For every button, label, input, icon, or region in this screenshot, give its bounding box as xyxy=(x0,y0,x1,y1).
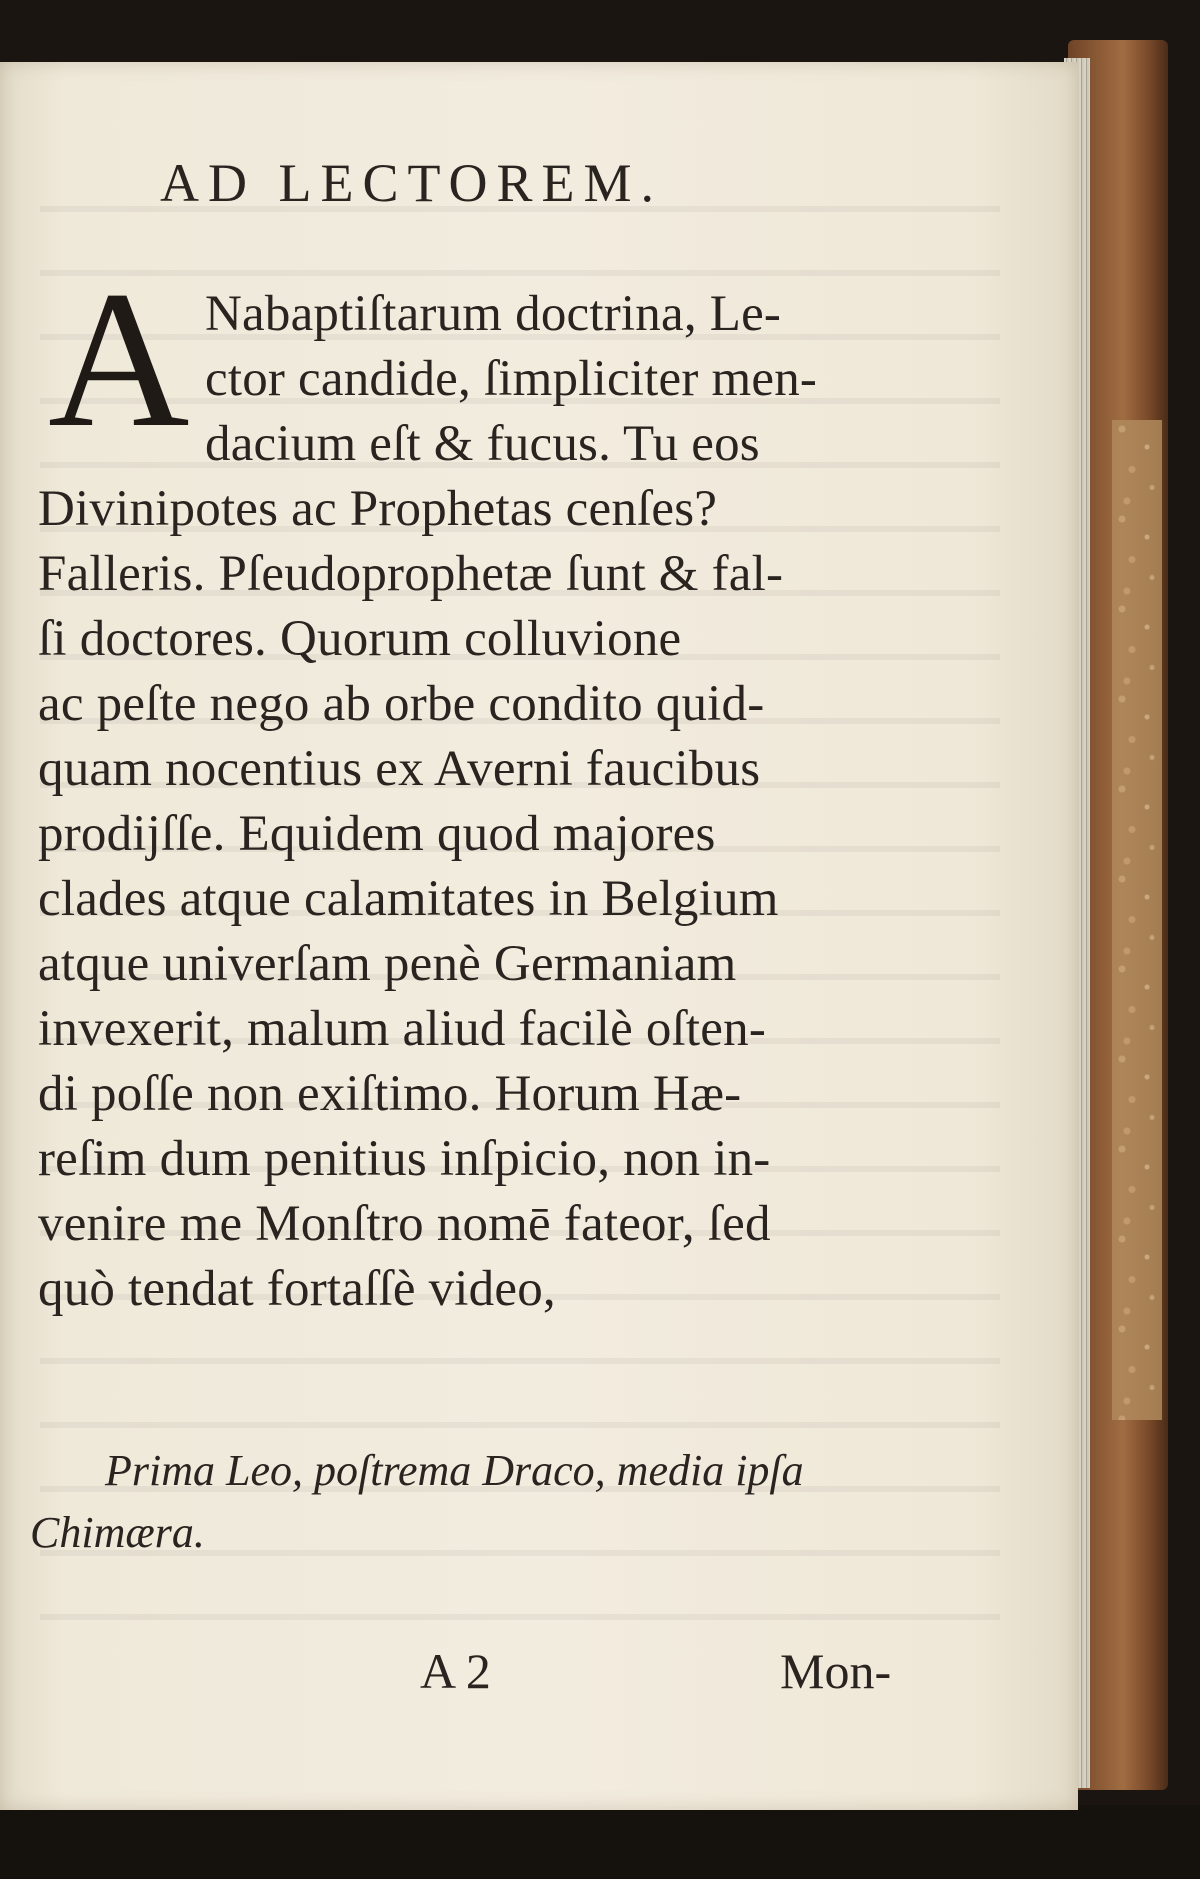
signature-mark: A 2 xyxy=(420,1643,491,1699)
text-line: reſim dum penitius inſpicio, non in- xyxy=(38,1131,771,1187)
text-line: quò tendat fortaſſè video, xyxy=(38,1261,556,1317)
text-line: ctor candide, ſimpliciter men- xyxy=(205,351,818,407)
marbled-cover-pattern xyxy=(1112,420,1162,1420)
book-page xyxy=(0,62,1078,1810)
text-line: dacium eſt & fucus. Tu eos xyxy=(205,416,760,472)
text-line: Divinipotes ac Prophetas cenſes? xyxy=(38,481,718,537)
text-line: invexerit, malum aliud facilè oſten- xyxy=(38,1001,767,1057)
verse-line: Chimæra. xyxy=(30,1508,205,1557)
text-line: clades atque calamitates in Belgium xyxy=(38,871,779,927)
text-line: ac peſte nego ab orbe condito quid- xyxy=(38,676,765,732)
text-line: quam nocentius ex Averni faucibus xyxy=(38,741,761,797)
text-line: atque univerſam penè Germaniam xyxy=(38,936,737,992)
text-line: prodijſſe. Equidem quod majores xyxy=(38,806,716,862)
text-line: venire me Monſtro nomē fateor, ſed xyxy=(38,1196,771,1252)
text-line: Nabaptiſtarum doctrina, Le- xyxy=(205,286,782,342)
book-board-bottom xyxy=(0,1805,1200,1879)
text-line: di poſſe non exiſtimo. Horum Hæ- xyxy=(38,1066,742,1122)
page-heading: AD LECTOREM. xyxy=(160,153,664,213)
verse-line: Prima Leo, poſtrema Draco, media ipſa xyxy=(105,1446,804,1495)
catchword: Mon- xyxy=(780,1643,892,1699)
drop-cap-initial: A xyxy=(48,251,190,468)
text-line: Falleris. Pſeudoprophetæ ſunt & fal- xyxy=(38,546,784,602)
text-line: ſi doctores. Quorum colluvione xyxy=(38,611,682,667)
